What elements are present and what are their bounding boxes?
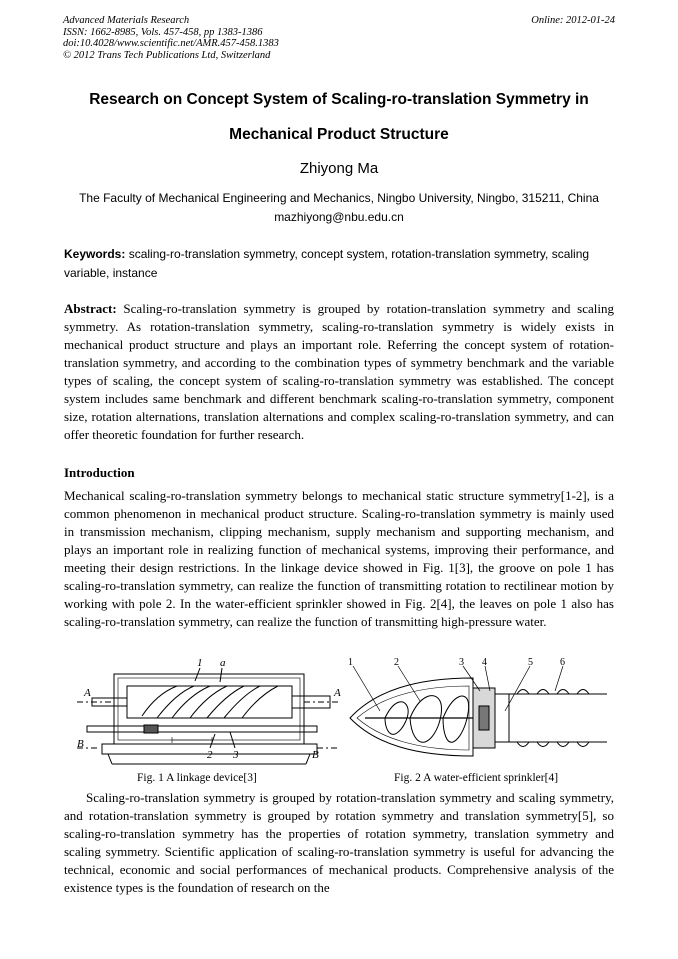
affiliation-block	[40, 189, 638, 227]
fig1-label-3: 3	[233, 749, 239, 761]
fig2-label-5: 5	[528, 657, 533, 668]
fig1-helical-groove	[142, 686, 278, 718]
author-email: mazhiyong@nbu.edu.cn	[274, 210, 404, 224]
figure-2-sprinkler	[345, 656, 610, 771]
fig1-label-A-right: A	[334, 687, 341, 699]
online-date: Online: 2012-01-24	[531, 15, 615, 26]
introduction-paragraph-2: Scaling-ro-translation symmetry is grouped by rotation-translation symmetry and scaling symmetry, and rotation-translation symmetry is grouped by rotation symmetry and translation symmetry[5], so scaling-ro-translation symmetry has the properties of rotation symmetry, translation symmetry and scaling symmetry. Scientific application of scaling-ro-translation symmetry is useful for advancing the technical, economic and social performances of mechanical products. Comprehensive analysis of the existence types is the foundation of research on the	[64, 790, 614, 895]
fig2-label-6: 6	[560, 657, 565, 668]
affiliation: The Faculty of Mechanical Engineering and Mechanics, Ningbo University, Ningbo, 315211, China	[79, 191, 599, 205]
fig2-label-1: 1	[348, 657, 353, 668]
fig1-label-a: a	[220, 657, 226, 669]
fig2-hose	[509, 694, 607, 742]
fig1-label-A-left: A	[84, 687, 91, 699]
author-name: Zhiyong Ma	[299, 160, 379, 177]
fig1-housing	[114, 674, 304, 744]
fig1-pole-1	[127, 686, 292, 718]
abstract-text: Scaling-ro-translation symmetry is grouped by rotation-translation symmetry and scaling symmetry. As rotation-translation symmetry, scaling-ro-translation symmetry is widely exists in mechanical product structure and plays an important role. Referring the concept system of rotation-translation symmetry, and according to the combination types of symmetry benchmark and the variable types of scaling, the concept system of scaling-ro-translation symmetry was established. The concept system includes same benchmark and different benchmark scaling-ro-translation symmetry, component size, rotation alternations, translation alternations and complex scaling-ro-translation symmetry, and can offer theoretic foundation for further research.	[64, 301, 614, 442]
fig2-label-2: 2	[394, 657, 399, 668]
abstract-block	[64, 300, 614, 444]
journal-header	[63, 15, 279, 61]
fig1-label-B-right: B	[312, 749, 319, 761]
fig2-label-4: 4	[482, 657, 487, 668]
issn-line: ISSN: 1662-8985, Vols. 457-458, pp 1383-1386	[63, 26, 263, 38]
fig1-label-B-left: B	[77, 738, 84, 750]
copyright-line: © 2012 Trans Tech Publications Ltd, Switzerland	[63, 49, 271, 61]
introduction-heading: Introduction	[64, 465, 135, 480]
keywords-label: Keywords:	[64, 247, 126, 261]
keywords-text: scaling-ro-translation symmetry, concept system, rotation-translation symmetry, scaling variable, instance	[64, 247, 590, 280]
fig1-label-1: 1	[197, 657, 203, 669]
fig2-label-3: 3	[459, 657, 464, 668]
figure-2-caption: Fig. 2 A water-efficient sprinkler[4]	[394, 772, 559, 784]
figure-1-caption: Fig. 1 A linkage device[3]	[137, 772, 257, 784]
doi-line: doi:10.4028/www.scientific.net/AMR.457-458.1383	[63, 38, 279, 49]
keywords-block	[64, 245, 614, 283]
paper-title-line-1: Research on Concept System of Scaling-ro-translation Symmetry in	[89, 91, 589, 108]
journal-name: Advanced Materials Research	[63, 15, 190, 26]
figure-1-linkage-device	[72, 656, 342, 771]
abstract-label: Abstract:	[64, 301, 117, 316]
fig1-pole-2	[87, 726, 317, 732]
fig1-label-2: 2	[207, 749, 213, 761]
paper-title-line-2: Mechanical Product Structure	[229, 126, 449, 143]
introduction-paragraph-1: Mechanical scaling-ro-translation symmetry belongs to mechanical static structure symmetry[1-2], is a common phenomenon in mechanical product structure. Scaling-ro-translation symmetry is mainly used in transmission mechanism, clipping mechanism, supply mechanism and supporting mechanism, and plays an important role in realizing function of mechanical systems, improving their performance, and meeting their design restrictions. In the linkage device showed in Fig. 1[3], the groove on pole 1 has scaling-ro-translation symmetry, can realize the function of transmitting rotation to rectilinear motion by working with pole 2. In the water-efficient sprinkler showed in Fig. 2[4], the leaves on pole 1 also has scaling-ro-translation symmetry, can realize the function of transmitting high-pressure water.	[64, 488, 614, 629]
